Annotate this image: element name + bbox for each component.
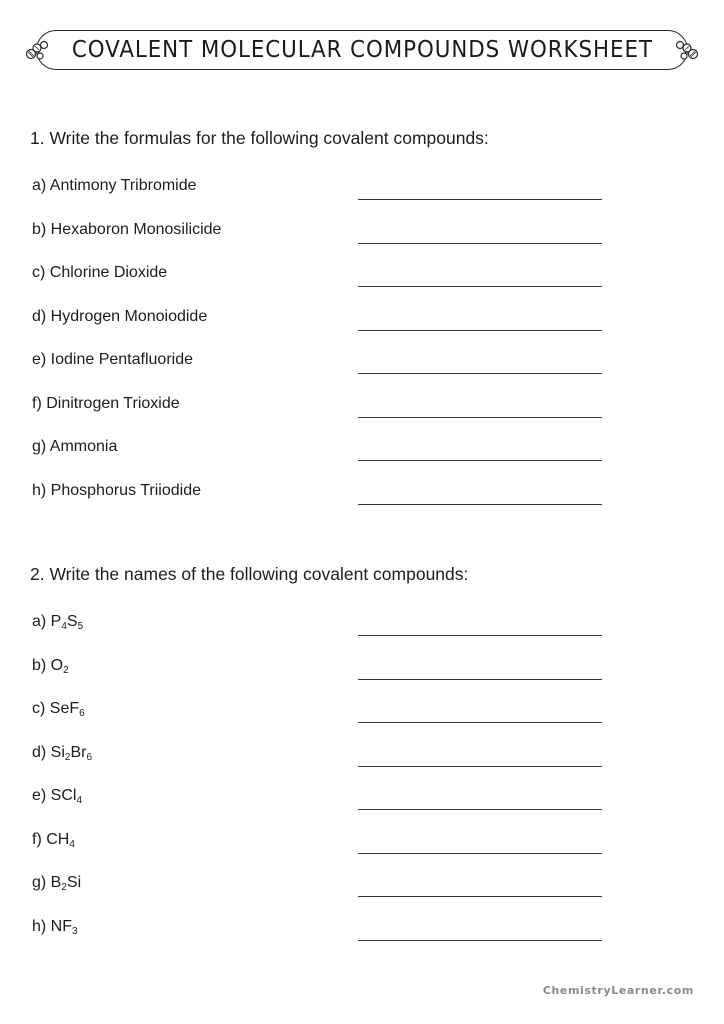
compound-formula <box>51 657 69 674</box>
formula-element: P <box>50 613 62 630</box>
answer-line[interactable] <box>358 460 602 461</box>
formula-subscript: 4 <box>61 621 67 632</box>
item-letter: e) <box>32 787 51 804</box>
item-label <box>32 918 78 937</box>
answer-line[interactable] <box>358 286 602 287</box>
item-letter: g) <box>32 438 50 455</box>
answer-line[interactable] <box>358 853 602 854</box>
compound-formula <box>46 831 75 848</box>
answer-line[interactable] <box>358 373 602 374</box>
item-label <box>32 264 167 282</box>
question-item <box>32 874 612 904</box>
question-2-heading: 2. Write the names of the following covalent compounds: <box>30 564 469 584</box>
formula-subscript: 4 <box>76 795 83 806</box>
item-letter: e) <box>32 351 51 368</box>
compound-name: Hydrogen Monoiodide <box>50 307 208 325</box>
compound-name: Chlorine Dioxide <box>49 264 168 281</box>
formula-element: O <box>50 656 64 674</box>
answer-line[interactable] <box>358 243 602 244</box>
item-label <box>32 831 75 850</box>
footer-brand: ChemistryLearner.com <box>542 984 694 997</box>
item-letter: f) <box>32 830 47 848</box>
question-item <box>32 613 612 643</box>
item-label <box>32 787 82 806</box>
compound-formula <box>51 744 92 761</box>
item-letter: b) <box>32 220 51 238</box>
item-label <box>32 308 207 326</box>
answer-line[interactable] <box>358 766 602 767</box>
answer-line[interactable] <box>358 330 602 331</box>
formula-element: SCl <box>50 787 77 804</box>
formula-element: B <box>50 874 62 891</box>
item-label <box>32 482 201 500</box>
item-label <box>32 351 193 369</box>
item-label <box>32 700 85 719</box>
formula-element: NF <box>50 917 72 935</box>
question-item <box>32 482 612 512</box>
formula-subscript: 6 <box>79 708 85 719</box>
item-letter: h) <box>32 481 51 499</box>
item-label <box>32 221 221 239</box>
compound-formula <box>50 700 85 717</box>
molecule-icon <box>672 36 700 64</box>
answer-line[interactable] <box>358 722 602 723</box>
compound-name: Antimony Tribromide <box>49 177 197 194</box>
compound-formula <box>51 787 82 804</box>
compound-formula <box>51 613 83 630</box>
compound-formula <box>51 874 81 891</box>
compound-name: Ammonia <box>49 438 118 455</box>
compound-name: Iodine Pentafluoride <box>50 351 193 368</box>
formula-element: Si <box>50 743 65 761</box>
item-label <box>32 613 83 632</box>
formula-subscript: 5 <box>77 621 84 632</box>
formula-element: Si <box>66 874 82 891</box>
molecule-icon <box>24 36 52 64</box>
item-letter: a) <box>32 613 51 630</box>
item-label <box>32 657 69 676</box>
item-letter: f) <box>32 394 47 412</box>
question-item <box>32 438 612 468</box>
question-item <box>32 264 612 294</box>
formula-element: SeF <box>49 700 80 717</box>
formula-subscript: 3 <box>72 925 78 937</box>
item-label <box>32 744 92 763</box>
item-letter: c) <box>32 264 50 281</box>
formula-subscript: 2 <box>61 882 67 893</box>
item-label <box>32 438 117 456</box>
question-item <box>32 831 612 861</box>
formula-subscript: 6 <box>86 751 93 763</box>
item-letter: g) <box>32 874 51 891</box>
item-letter: b) <box>32 656 51 674</box>
question-item <box>32 221 612 251</box>
question-item <box>32 744 612 774</box>
compound-formula <box>51 918 78 935</box>
item-letter: d) <box>32 743 51 761</box>
answer-line[interactable] <box>358 896 602 897</box>
answer-line[interactable] <box>358 635 602 636</box>
formula-element: CH <box>46 830 70 848</box>
question-item <box>32 700 612 730</box>
question-item <box>32 308 612 338</box>
formula-element: S <box>66 613 78 630</box>
item-letter: a) <box>32 177 50 194</box>
compound-name: Hexaboron Monosilicide <box>50 220 222 238</box>
question-item <box>32 657 612 687</box>
compound-name: Phosphorus Triiodide <box>50 481 201 499</box>
question-item <box>32 918 612 948</box>
answer-line[interactable] <box>358 504 602 505</box>
formula-subscript: 4 <box>69 838 75 850</box>
formula-subscript: 2 <box>63 664 69 676</box>
item-letter: d) <box>32 307 51 325</box>
question-item <box>32 177 612 207</box>
compound-name: Dinitrogen Trioxide <box>46 394 180 412</box>
item-letter: c) <box>32 700 50 717</box>
item-label <box>32 395 180 413</box>
answer-line[interactable] <box>358 417 602 418</box>
question-item <box>32 351 612 381</box>
title-banner <box>36 30 688 70</box>
item-letter: h) <box>32 917 51 935</box>
answer-line[interactable] <box>358 679 602 680</box>
formula-subscript: 2 <box>64 751 71 763</box>
item-label <box>32 874 81 893</box>
page-title: COVALENT MOLECULAR COMPOUNDS WORKSHEET <box>71 37 653 63</box>
item-label <box>32 177 197 195</box>
answer-line[interactable] <box>358 199 602 200</box>
answer-line[interactable] <box>358 809 602 810</box>
formula-element: Br <box>70 743 87 761</box>
question-1-heading: 1. Write the formulas for the following covalent compounds: <box>30 128 489 148</box>
answer-line[interactable] <box>358 940 602 941</box>
question-item <box>32 787 612 817</box>
question-item <box>32 395 612 425</box>
